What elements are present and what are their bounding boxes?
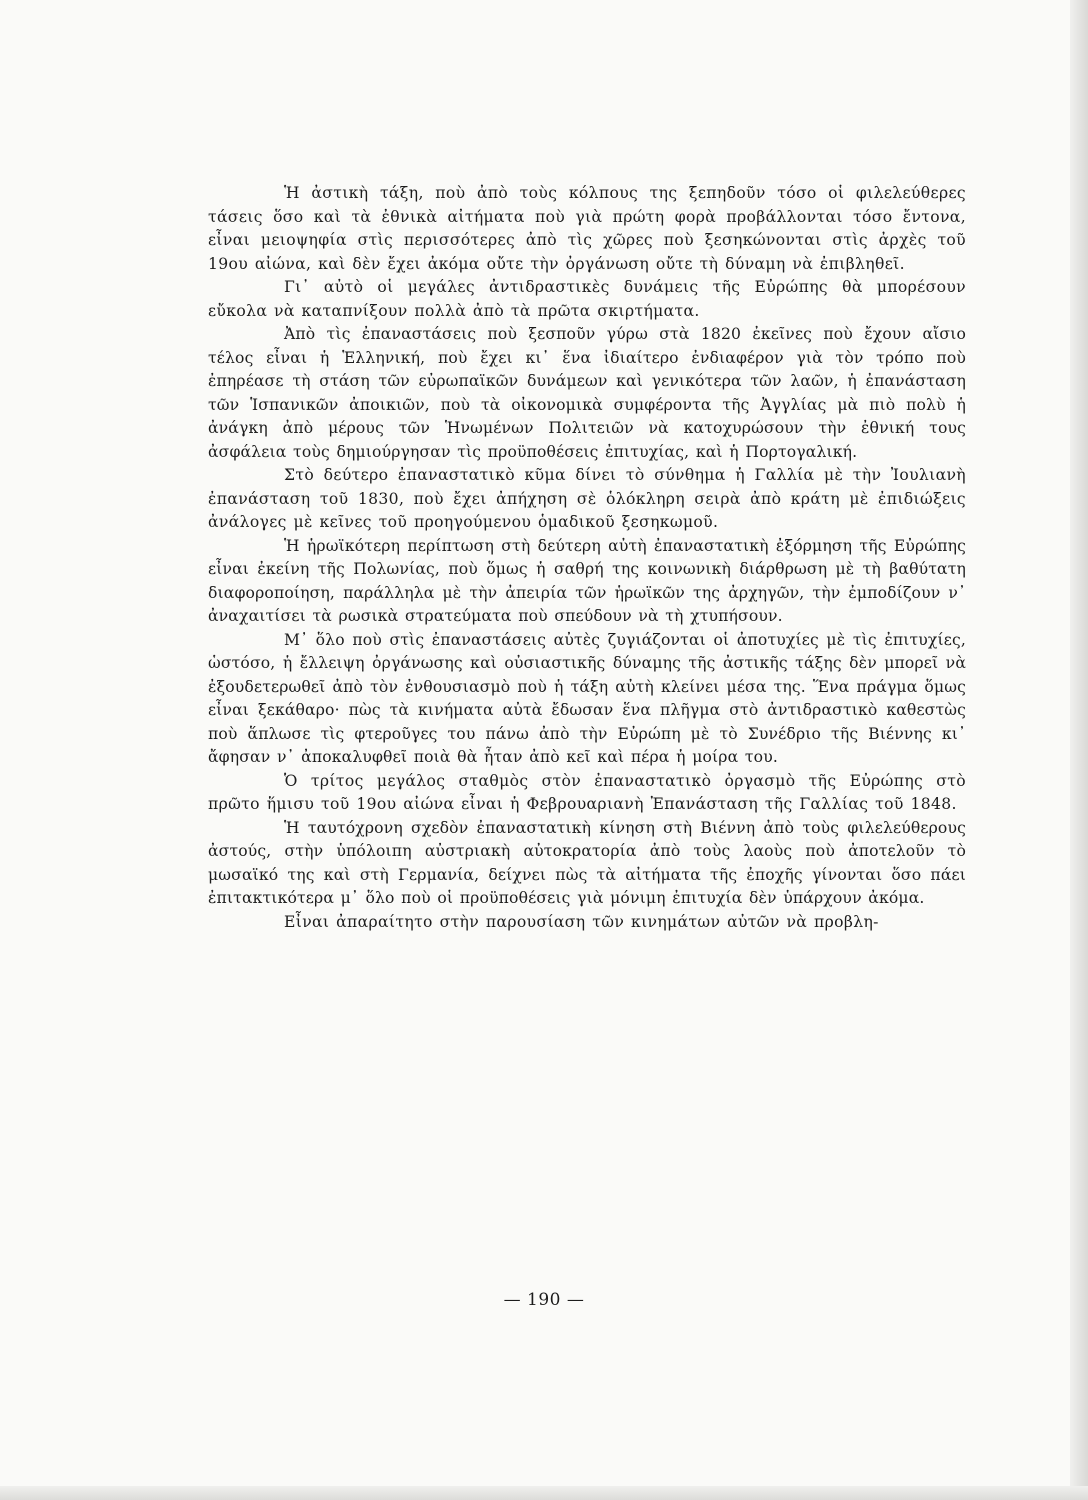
paragraph: Ἡ ταυτόχρονη σχεδὸν ἐπαναστατικὴ κίνηση στὴ Βιέννη ἀπὸ τοὺς φιλελεύθερους ἀστούς, στὴν ὑπόλοιπη αὐστριακὴ αὐτοκρατορία ἀπὸ τοὺς λαοὺς ποὺ ἀποτελοῦν τὸ μωσαϊκό της καὶ στὴ Γερμανία, δείχνει πὼς τὰ αἰτήματα τῆς ἐποχῆς γίνονται ὅσο πάει ἐπιτακτικότερα μ᾿ ὅλο ποὺ οἱ προϋποθέσεις γιὰ μόνιμη ἐπιτυχία δὲν ὑπάρχουν ἀκόμα. bbox=[208, 818, 966, 907]
paragraph: Μ᾿ ὅλο ποὺ στὶς ἐπαναστάσεις αὐτὲς ζυγιάζονται οἱ ἀποτυχίες μὲ τὶς ἐπιτυχίες, ὡστόσο, ἡ ἔλλειψη ὀργάνωσης καὶ οὐσιαστικῆς δύναμης τῆς ἀστικῆς τάξης δὲν μπορεῖ νὰ ἐξουδετερωθεῖ ἀπὸ τὸν ἐνθουσιασμὸ ποὺ ἡ τάξη αὐτὴ κλείνει μέσα της. Ἕνα πράγμα ὅμως εἶναι ξεκάθαρο· πὼς τὰ κινήματα αὐτὰ ἔδωσαν ἕνα πλῆγμα στὸ ἀντιδραστικὸ καθεστὼς ποὺ ἅπλωσε τὶς φτεροῦγες του πάνω ἀπὸ τὴν Εὐρώπη μὲ τὸ Συνέδριο τῆς Βιέννης κι᾿ ἄφησαν ν᾿ ἀποκαλυφθεῖ ποιὰ θὰ ἦταν ἀπὸ κεῖ καὶ πέρα ἡ μοίρα του. bbox=[208, 630, 966, 766]
paragraph: Ὁ τρίτος μεγάλος σταθμὸς στὸν ἐπαναστατικὸ ὀργασμὸ τῆς Εὐρώπης στὸ πρῶτο ἥμισυ τοῦ 19ου αἰώνα εἶναι ἡ Φεβρουαριανὴ Ἐπανάσταση τῆς Γαλλίας τοῦ 1848. bbox=[208, 771, 966, 813]
paragraph: Εἶναι ἀπαραίτητο στὴν παρουσίαση τῶν κινημάτων αὐτῶν νὰ προβλη- bbox=[284, 912, 879, 931]
page-edge-shadow-right bbox=[1070, 0, 1088, 1500]
page-edge-shadow-bottom bbox=[0, 1486, 1088, 1500]
paragraph: Ἀπὸ τὶς ἐπαναστάσεις ποὺ ξεσποῦν γύρω στὰ 1820 ἐκεῖνες ποὺ ἔχουν αἴσιο τέλος εἶναι ἡ Ἑλληνική, ποὺ ἔχει κι᾿ ἕνα ἰδιαίτερο ἐνδιαφέρον γιὰ τὸν τρόπο ποὺ ἐπηρέασε τὴ στάση τῶν εὐρωπαϊκῶν δυνάμεων καὶ γενικότερα τῶν λαῶν, ἡ ἐπανάσταση τῶν Ἱσπανικῶν ἀποικιῶν, ποὺ τὰ οἰκονομικὰ συμφέροντα τῆς Ἀγγλίας μὰ πιὸ πολὺ ἡ ἀνάγκη ἀπὸ μέρους τῶν Ἡνωμένων Πολιτειῶν νὰ κατοχυρώσουν τὴν ἐθνική τους ἀσφάλεια τοὺς δημιούργησαν τὶς προϋποθέσεις ἐπιτυχίας, καὶ ἡ Πορτογαλική. bbox=[208, 325, 966, 461]
paragraph: Ἡ ἀστικὴ τάξη, ποὺ ἀπὸ τοὺς κόλπους της ξεπηδοῦν τόσο οἱ φιλελεύθερες τάσεις ὅσο καὶ τὰ ἐθνικὰ αἰτήματα ποὺ γιὰ πρώτη φορὰ προβάλλονται τόσο ἔντονα, εἶναι μειοψηφία στὶς περισσότερες ἀπὸ τὶς χῶρες ποὺ ξεσηκώνονται στὶς ἀρχὲς τοῦ 19ου αἰώνα, καὶ δὲν ἔχει ἀκόμα οὔτε τὴν ὀργάνωση οὔτε τὴ δύναμη νὰ ἐπιβληθεῖ. bbox=[208, 184, 966, 273]
paragraph: Στὸ δεύτερο ἐπαναστατικὸ κῦμα δίνει τὸ σύνθημα ἡ Γαλλία μὲ τὴν Ἰουλιανὴ ἐπανάσταση τοῦ 1830, ποὺ ἔχει ἀπήχηση σὲ ὁλόκληρη σειρὰ ἀπὸ κράτη μὲ ἐπιδιώξεις ἀνάλογες μὲ κεῖνες τοῦ προηγούμενου ὁμαδικοῦ ξεσηκωμοῦ. bbox=[208, 466, 966, 531]
body-text bbox=[208, 182, 966, 934]
page-number: — 190 — bbox=[503, 1290, 585, 1310]
paragraph: Γι᾿ αὐτὸ οἱ μεγάλες ἀντιδραστικὲς δυνάμεις τῆς Εὐρώπης θὰ μπορέσουν εὔκολα νὰ καταπνίξουν πολλὰ ἀπὸ τὰ πρῶτα σκιρτήματα. bbox=[208, 278, 966, 320]
paragraph: Ἡ ἡρωϊκότερη περίπτωση στὴ δεύτερη αὐτὴ ἐπαναστατικὴ ἐξόρμηση τῆς Εὐρώπης εἶναι ἐκείνη τῆς Πολωνίας, ποὺ ὅμως ἡ σαθρή της κοινωνικὴ διάρθρωση μὲ τὴ βαθύτατη διαφοροποίηση, παράλληλα μὲ τὴν ἀπειρία τῶν ἡρωϊκῶν της ἀρχηγῶν, τὴν ἐμποδίζουν ν᾿ ἀναχαιτίσει τὰ ρωσικὰ στρατεύματα ποὺ σπεύδουν νὰ τὴ χτυπήσουν. bbox=[208, 536, 966, 625]
